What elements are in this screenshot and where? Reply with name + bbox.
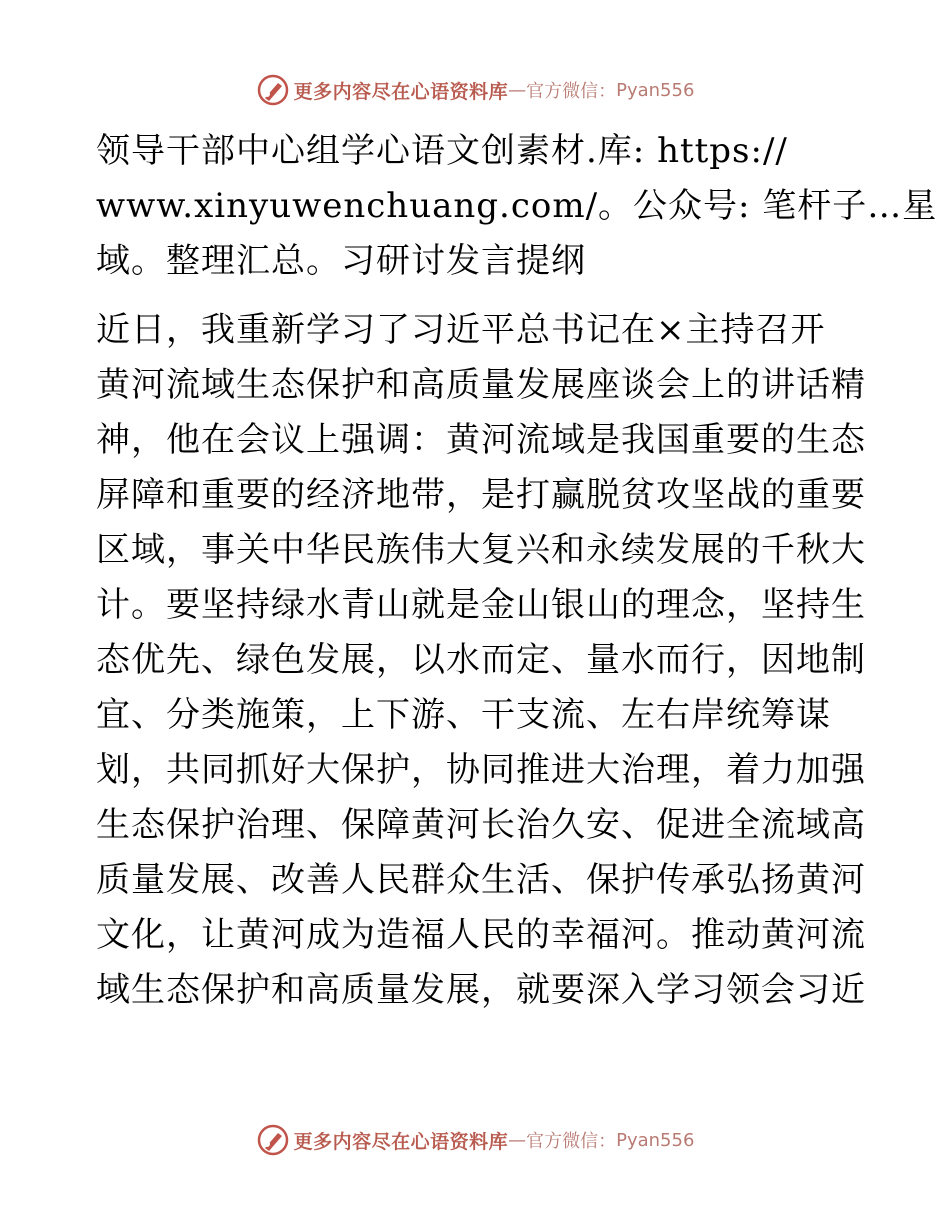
body-line: 文化，让黄河成为造福人民的幸福河。推动黄河流: [96, 915, 866, 955]
body-line: 近日，我重新学习了习近平总书记在×主持召开: [96, 310, 826, 350]
footer-watermark: [0, 1122, 950, 1158]
body-line: 宜、分类施策，上下游、干支流、左右岸统筹谋: [96, 695, 831, 735]
heading-line: 域。整理汇总。习研讨发言提纲: [96, 241, 586, 281]
pen-seal-logo-icon: [256, 73, 290, 107]
body-line: 划，共同抓好大保护，协同推进大治理，着力加强: [96, 750, 866, 790]
body-line: 计。要坚持绿水青山就是金山银山的理念，坚持生: [96, 585, 866, 625]
header-watermark: [0, 72, 950, 108]
watermark-sub-text: 官方微信：: [526, 81, 617, 102]
body-line: 黄河流域生态保护和高质量发展座谈会上的讲话精: [96, 365, 866, 405]
body-line: 质量发展、改善人民群众生活、保护传承弘扬黄河: [96, 860, 866, 900]
document-body: [96, 124, 938, 1018]
body-line: 生态保护治理、保障黄河长治久安、促进全流域高: [96, 805, 866, 845]
watermark-sub-text: 官方微信：: [526, 1131, 617, 1152]
pen-seal-logo-icon: [256, 1123, 290, 1157]
body-line: 域生态保护和高质量发展，就要深入学习领会习近: [96, 970, 866, 1010]
watermark-dash: —: [508, 79, 527, 101]
watermark-main-text: 更多内容尽在心语资料库: [293, 80, 509, 103]
body-line: 态优先、绿色发展，以水而定、量水而行，因地制: [96, 640, 866, 680]
body-line: 区域，事关中华民族伟大复兴和永续发展的千秋大: [96, 530, 866, 570]
body-line: 屏障和重要的经济地带，是打赢脱贫攻坚战的重要: [96, 475, 866, 515]
watermark-main-text: 更多内容尽在心语资料库: [293, 1130, 509, 1153]
heading-line: 领导干部中心组学心语文创素材.库: https://: [96, 131, 788, 171]
watermark-wechat-id: Pyan556: [616, 1129, 695, 1151]
watermark-dash: —: [508, 1129, 527, 1151]
heading-line: www.xinyuwenchuang.com/。公众号: 笔杆子…星: [96, 186, 938, 226]
body-line: 神，他在会议上强调：黄河流域是我国重要的生态: [96, 420, 866, 460]
watermark-wechat-id: Pyan556: [616, 79, 695, 101]
